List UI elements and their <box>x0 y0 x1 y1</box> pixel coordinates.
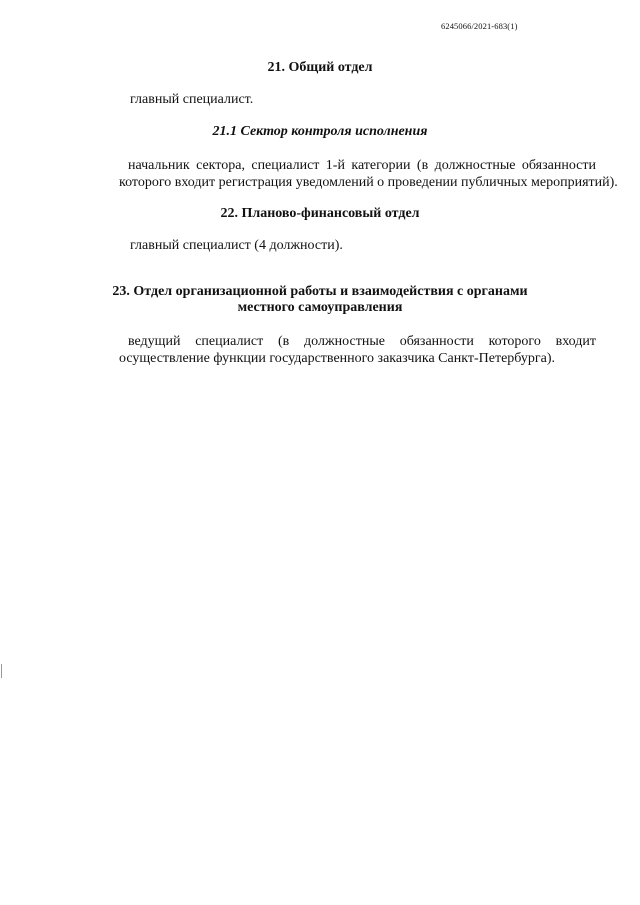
section-23-line-2: осуществление функции государственного заказчика Санкт-Петербурга). <box>119 351 555 366</box>
section-22-heading: 22. Планово-финансовый отдел <box>220 206 420 221</box>
margin-mark <box>1 664 2 678</box>
section-23-heading-line-2: местного самоуправления <box>237 300 403 315</box>
section-21-1-line-2: которого входит регистрация уведомлений о проведении публичных мероприятий). <box>119 175 618 190</box>
document-id: 6245066/2021-683(1) <box>441 21 518 31</box>
section-21-line-1: главный специалист. <box>130 92 254 107</box>
section-21-1-line-1: начальник сектора, специалист 1-й категории (в должностные обязанности <box>128 158 596 173</box>
section-21-1-heading: 21.1 Сектор контроля исполнения <box>212 124 428 139</box>
section-23-line-1: ведущий специалист (в должностные обязанности которого входит <box>128 334 596 349</box>
section-21-heading: 21. Общий отдел <box>267 60 373 75</box>
section-22-line-1: главный специалист (4 должности). <box>130 238 343 253</box>
section-23-heading-line-1: 23. Отдел организационной работы и взаимодействия с органами <box>112 284 528 299</box>
